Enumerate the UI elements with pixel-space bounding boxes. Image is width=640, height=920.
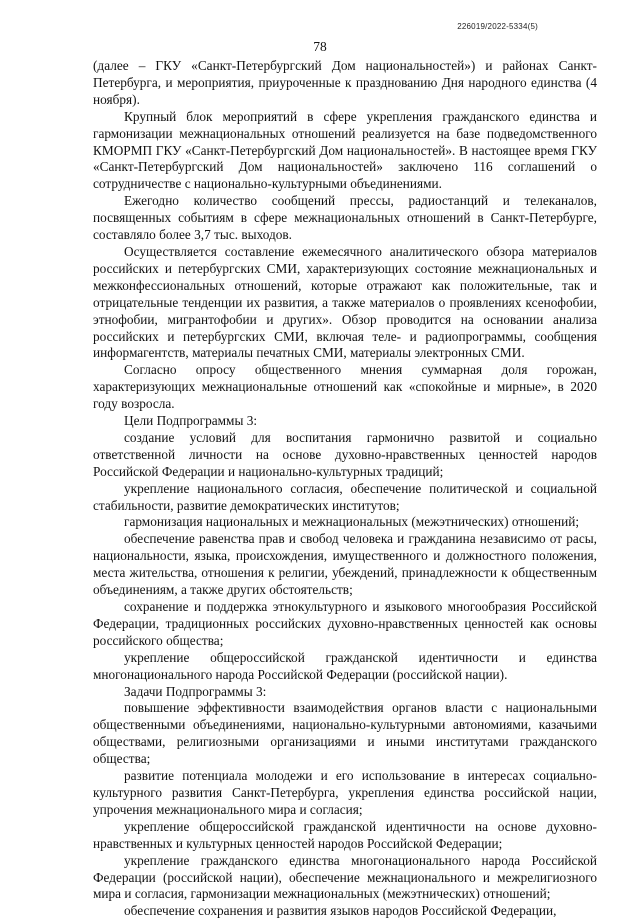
- list-item-task: укрепление гражданского единства многонационального народа Российской Федерации (российской нации), обеспечение межнационального и межрелигиозного мира и согласия, гармонизации межнациональных (межэтнических) отношений;: [93, 852, 597, 902]
- section-heading-tasks: Задачи Подпрограммы 3:: [124, 683, 267, 699]
- paragraph: (далее – ГКУ «Санкт-Петербургский Дом национальностей») и районах Санкт-Петербурга, и мероприятия, приуроченные к празднованию Дня народного единства (4 ноября).: [93, 58, 597, 107]
- list-item-goal: сохранение и поддержка этнокультурного и языкового многообразия Российской Федерации, традиционных российских духовно-нравственных ценностей как основы российского общества;: [93, 599, 597, 648]
- paragraph: Ежегодно количество сообщений прессы, радиостанций и телеканалов, посвященных событиям в сфере межнациональных отношений в Санкт-Петербурге, составляло более 3,7 тыс. выходов.: [93, 193, 597, 243]
- list-item-goal: укрепление национального согласия, обеспечение политической и социальной стабильности, развитие демократических институтов;: [93, 480, 597, 513]
- list-item-goal: создание условий для воспитания гармонично развитой и социально ответственной личности на основе духовно-нравственных ценностей народов Российской Федерации и национально-культурных традиций;: [93, 429, 597, 479]
- list-item-task: обеспечение сохранения и развития языков народов Российской Федерации,: [124, 903, 557, 919]
- paragraph: Согласно опросу общественного мнения суммарная доля горожан, характеризующих межнациональные отношений как «спокойные и мирные», в 2020 году возросла.: [93, 362, 597, 412]
- section-heading-goals: Цели Подпрограммы 3:: [124, 413, 258, 429]
- list-item-goal: укрепление общероссийской гражданской идентичности и единства многонационального народа Российской Федерации (российской нации).: [93, 649, 597, 682]
- document-body: [93, 58, 597, 920]
- paragraph: Крупный блок мероприятий в сфере укрепления гражданского единства и гармонизации межнациональных отношений реализуется на базе подведомственного КМОРМП ГКУ «Санкт-Петербургский Дом национальностей». В настоящее время ГКУ «Санкт-Петербургский Дом национальностей» заключено 116 соглашений о сотрудничестве с национально-культурными объединениями.: [93, 108, 597, 192]
- list-item-task: повышение эффективности взаимодействия органов власти с национальными общественными объединениями, национально-культурными автономиями, казачьими обществами, религиозными организациями и иными институтами гражданского общества;: [93, 700, 597, 767]
- page-number: 78: [313, 39, 327, 54]
- list-item-task: развитие потенциала молодежи и его использование в интересах социально-культурного развития Санкт-Петербурга, укрепления единства российской нации, упрочения межнационального мира и согласия;: [93, 768, 597, 817]
- list-item-goal: гармонизация национальных и межнациональных (межэтнических) отношений;: [124, 514, 580, 530]
- paragraph: Осуществляется составление ежемесячного аналитического обзора материалов российских и петербургских СМИ, характеризующих состояние межнациональных и межконфессиональных отношений, которые отражают как положительные, так и отрицательные тенденции их развития, а также материалов о проявлениях ксенофобии, этнофобии, мигрантофобии и других». Обзор проводится на основании анализа российских и петербургских СМИ, включая теле- и радиопрограммы, сообщения информагентств, материалы печатных СМИ, материалы электронных СМИ.: [93, 243, 597, 361]
- list-item-goal: обеспечение равенства прав и свобод человека и гражданина независимо от расы, национальности, языка, происхождения, имущественного и должностного положения, места жительства, отношения к религии, убеждений, принадлежности к общественным объединениям, а также других обстоятельств;: [93, 531, 597, 598]
- document-registration-number: 226019/2022-5334(5): [457, 22, 538, 31]
- list-item-task: укрепление общероссийской гражданской идентичности на основе духовно-нравственных и культурных ценностей народов Российской Федерации;: [93, 818, 597, 851]
